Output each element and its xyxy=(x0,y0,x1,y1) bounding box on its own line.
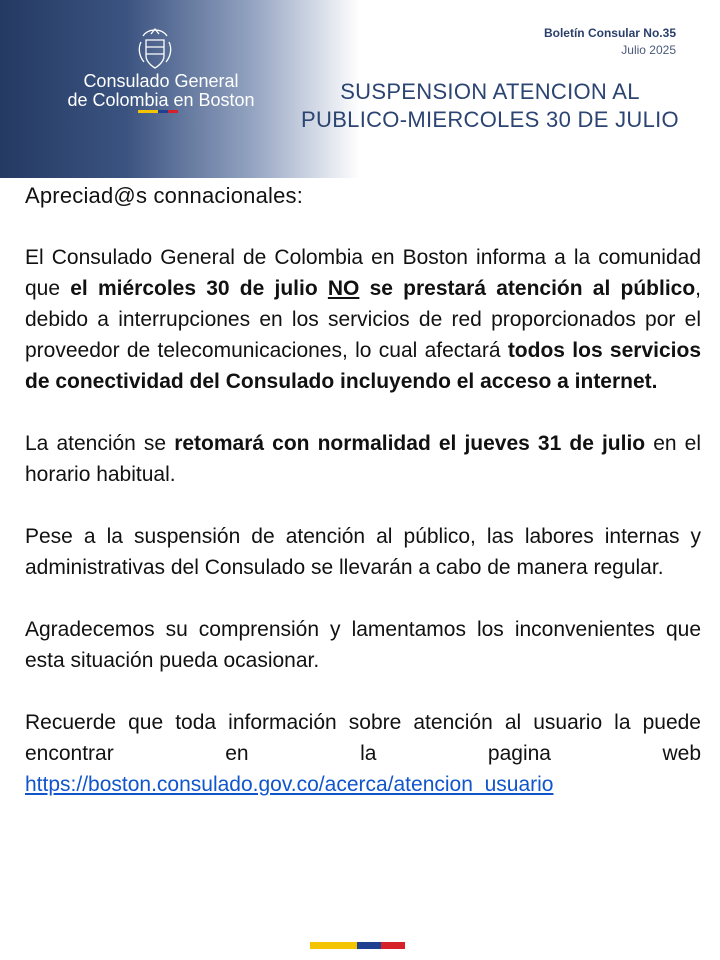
p1-bold-no: NO xyxy=(327,277,360,300)
headline-line-2: PUBLICO-MIERCOLES 30 DE JULIO xyxy=(301,107,679,132)
consulate-logo-text xyxy=(56,72,266,110)
bulletin-date: Julio 2025 xyxy=(621,43,676,57)
p1-bold-services: todos los servicios de conectividad del Consulado incluyendo el acceso a internet. xyxy=(25,339,701,393)
paragraph-suspension xyxy=(25,242,701,397)
paragraph-website xyxy=(25,707,701,800)
logo-line-2: de Colombia en Boston xyxy=(67,90,255,110)
p1-text-2: , debido a interrupciones en los servicios de red proporcionados por el proveedor de telecomunicaciones, lo cual afectará xyxy=(25,277,701,362)
logo-flag-stripe xyxy=(138,110,178,113)
p2-bold-resume: retomará con normalidad el jueves 31 de julio xyxy=(174,432,646,455)
page-title xyxy=(270,78,710,134)
headline-line-1: SUSPENSION ATENCION AL xyxy=(340,79,640,104)
p1-text-1: El Consulado General de Colombia en Boston informa a la comunidad que xyxy=(25,246,701,300)
bulletin-number: Boletín Consular No.35 xyxy=(543,26,676,40)
p1-bold-date: el miércoles 30 de julio xyxy=(70,277,328,300)
p2-text-1: La atención se xyxy=(25,432,175,455)
p1-bold-no-service: se prestará atención al público xyxy=(359,277,696,300)
greeting: Apreciad@s connacionales: xyxy=(25,183,304,208)
paragraph-thanks: Agradecemos su comprensión y lamentamos los inconvenientes que esta situación pueda ocasionar. xyxy=(25,618,701,672)
p2-text-2: en el horario habitual. xyxy=(25,432,702,486)
paragraph-resume xyxy=(25,428,701,490)
logo-line-1: Consulado General xyxy=(83,71,239,91)
attention-url-link[interactable]: https://boston.consulado.gov.co/acerca/atencion_usuario xyxy=(25,773,554,796)
bulletin-body xyxy=(25,180,701,831)
colombia-coat-of-arms-icon xyxy=(133,26,177,72)
header xyxy=(0,0,720,178)
p5-text: Recuerde que toda información sobre atención al usuario la puede encontrar en la pagina web xyxy=(25,711,701,765)
footer-flag-stripe xyxy=(310,942,405,949)
paragraph-internal-work: Pese a la suspensión de atención al público, las labores internas y administrativas del Consulado se llevarán a cabo de manera regular. xyxy=(25,525,701,579)
